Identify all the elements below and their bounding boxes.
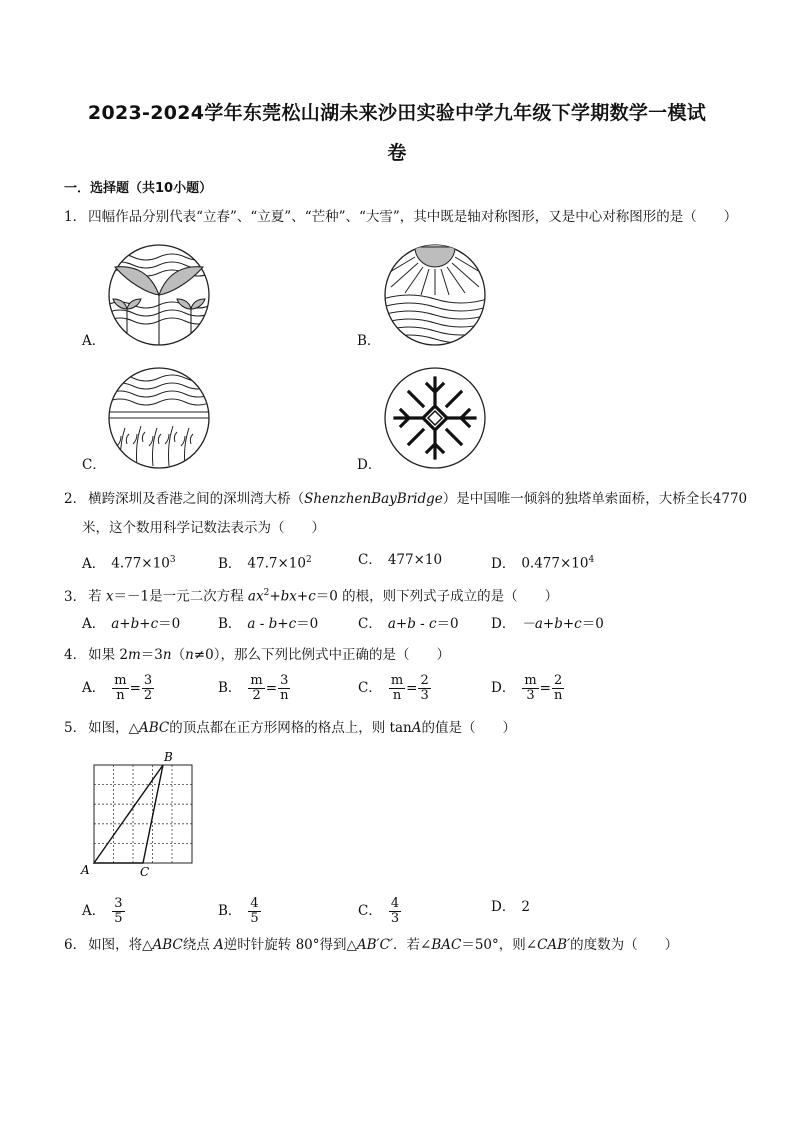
option-a-label: A． xyxy=(82,333,106,349)
q4-option-a: A． $\frac{m}{n}$ = $\frac{3}{2}$ xyxy=(82,673,153,703)
question-number: 2． xyxy=(64,491,87,507)
figure-snowflake xyxy=(383,366,487,470)
question-6: 6． 如图，将△ABC绕点 A逆时针旋转 80°得到△AB′C′．若∠BAC＝50°，则∠CAB′的度数为（ ） xyxy=(64,937,679,953)
question-text: 四幅作品分别代表“立春”、“立夏”、“芒种”、“大雪”，其中既是轴对称图形，又是中心对称图形的是（ ） xyxy=(88,209,738,225)
question-1 xyxy=(64,207,737,227)
question-text: 横跨深圳及香港之间的深圳湾大桥（ xyxy=(88,491,305,507)
figure-spring-sprouts xyxy=(107,243,211,347)
question-5: 5． 如图，△ABC的顶点都在正方形网格的格点上，则 tanA的值是（ ） xyxy=(64,720,516,736)
exam-title-line2: 卷 xyxy=(387,142,407,164)
option-c-label: C． xyxy=(82,457,106,473)
q3-option-a: A． a+b+c＝0 xyxy=(82,616,181,632)
q3-option-b: B． a - b+c＝0 xyxy=(218,616,319,632)
exam-title-line1: 2023-2024学年东莞松山湖未来沙田实验中学九年级下学期数学一模试 xyxy=(87,102,707,124)
option-b-label: B． xyxy=(357,333,381,349)
figure-summer-sun xyxy=(383,243,487,347)
point-c-label: C xyxy=(140,865,150,879)
q2-option-a: A． $4.77\times 10^3$ xyxy=(82,555,176,572)
q2-option-c: C． 477×10 xyxy=(358,552,443,568)
bridge-name: ShenzhenBayBridge xyxy=(304,491,443,507)
q5-option-d: D． 2 xyxy=(491,899,530,915)
q3-option-d: D． －a+b+c＝0 xyxy=(491,616,604,632)
q3-option-c: C． a+b - c＝0 xyxy=(358,616,459,632)
question-3: 3． 若 x＝－1是一元二次方程 $ax^2+bx+c=0$ 的根，则下列式子成立的是（ ） xyxy=(64,588,559,605)
q4-option-d: D． $\frac{m}{3}$ = $\frac{2}{n}$ xyxy=(491,673,563,703)
q2-option-d: D． $0.477\times 10^4$ xyxy=(491,555,595,572)
figure-triangle-grid xyxy=(78,748,208,880)
section-heading: 一．选择题（共10小题） xyxy=(64,181,213,196)
figure-grain-ear xyxy=(107,366,211,470)
q5-option-a: A． $\frac{3}{5}$ xyxy=(82,896,123,926)
point-b-label: B xyxy=(164,750,173,764)
q2-option-b: B． $47.7\times 10^2$ xyxy=(218,555,312,572)
q4-option-b: B． $\frac{m}{2}$ = $\frac{3}{n}$ xyxy=(218,673,289,703)
question-4: 4． 如果 2m＝3n（n≠0），那么下列比例式中正确的是（ ） xyxy=(64,647,450,663)
question-number: 1． xyxy=(64,209,87,225)
q5-option-b: B． $\frac{4}{5}$ xyxy=(218,896,259,926)
question-text-cont: ）是中国唯一倾斜的独塔单索面桥，大桥全长4770 xyxy=(442,491,748,507)
question-2 xyxy=(64,489,747,509)
q4-option-c: C． $\frac{m}{n}$ = $\frac{2}{3}$ xyxy=(358,673,429,703)
option-d-label: D． xyxy=(357,457,382,473)
question-2-line2: 米，这个数用科学记数法表示为（ ） xyxy=(82,520,325,536)
point-a-label: A xyxy=(81,863,90,877)
q5-option-c: C． $\frac{4}{3}$ xyxy=(358,896,400,926)
